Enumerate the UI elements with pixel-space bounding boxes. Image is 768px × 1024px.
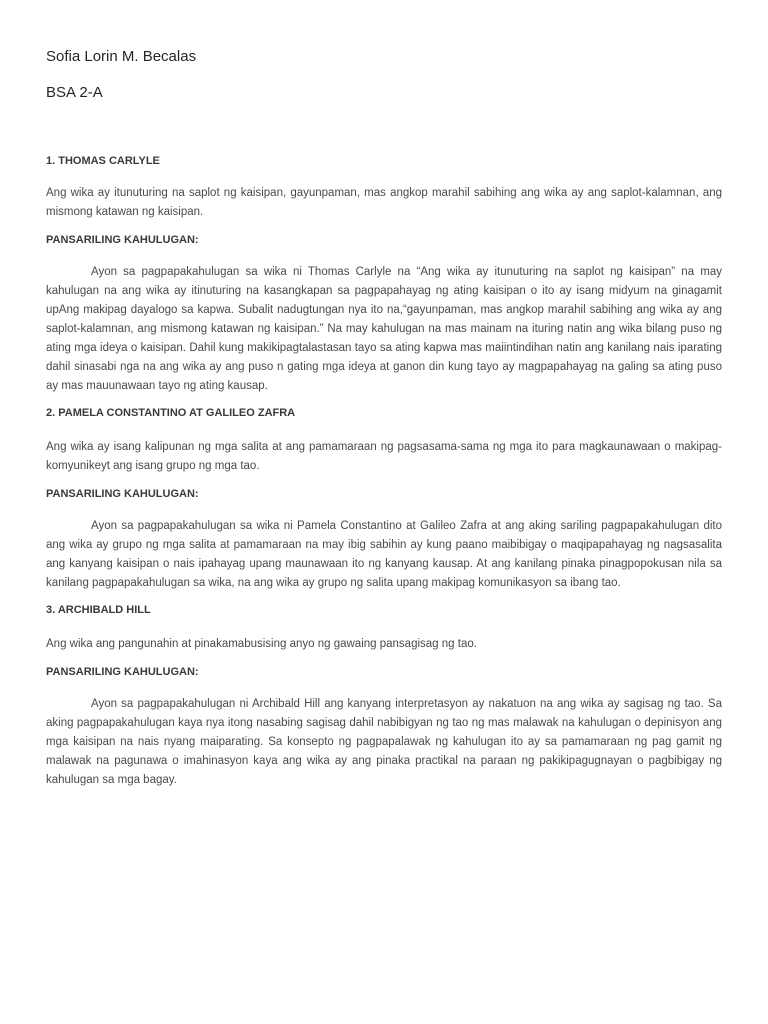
- section-label-1: PANSARILING KAHULUGAN:: [46, 234, 199, 246]
- document-body: [46, 152, 722, 790]
- section-heading-1: 1. THOMAS CARLYLE: [46, 155, 160, 167]
- section-heading-2: 2. PAMELA CONSTANTINO AT GALILEO ZAFRA: [46, 407, 296, 419]
- class-section: BSA 2-A: [46, 84, 103, 101]
- section-definition-3: Ang wika ang pangunahin at pinakamabusising anyo ng gawaing pansagisag ng tao.: [46, 638, 477, 650]
- section-definition-2: Ang wika ay isang kalipunan ng mga salita at ang pamamaraan ng pagsasama-sama ng mga ito para magkaunawaan o makipag-komyunikeyt ang isang grupo ng mga tao.: [46, 441, 722, 472]
- section-definition-1: Ang wika ay itunuturing na saplot ng kaisipan, gayunpaman, mas angkop marahil sabihing ang wika ay ang saplot-kalamnan, ang mismong katawan ng kaisipan.: [46, 187, 722, 218]
- section-interpretation-2: Ayon sa pagpapakahulugan sa wika ni Pamela Constantino at Galileo Zafra at ang aking sariling pagpapakahulugan dito ang wika ay grupo ng mga salita at pamamaraan na may ibig sabihin ay kung paano maibibigay o maqipapahayag ng nagsasalita ang kanyang kaisipan o nais ipahayag upang maunawaan ito ng kanyang kausap. At ang kanilang pinaka pinagpopokusan nila sa kanilang pagpapakahulugan sa wika, na ang wika ay grupo ng salita upang makipag komunikasyon sa ibang tao.: [46, 520, 722, 589]
- student-name: Sofia Lorin M. Becalas: [46, 48, 197, 65]
- section-interpretation-3: Ayon sa pagpapakahulugan ni Archibald Hill ang kanyang interpretasyon ay nakatuon na ang wika ay sagisag ng tao. Sa aking pagpapakahulugan kaya nya itong nasabing sagisag dahil nabibigyan ng tao ng mas malawak na kahulugan o depinisyon ang mga kaisipan na nais nyang maiparating. Sa konsepto ng pagpapalawak ng kahulugan ito ay sa pamamaraan ng pag gamit ng malawak na pagunawa o imahinasyon kaya ang wika ay ang pinaka practikal na paraan ng pakikipagugnayan o pagbibigay ng kahulugan sa mga bagay.: [46, 698, 722, 786]
- section-label-3: PANSARILING KAHULUGAN:: [46, 666, 199, 678]
- section-interpretation-1: Ayon sa pagpapakahulugan sa wika ni Thomas Carlyle na “Ang wika ay itunuturing na saplot ng kaisipan” na may kahulugan na ang wika ay itinuturing na kasangkapan sa pagpapahayag ng ating kaisipan o ito ay isang midyum na ginagamit upAng makipag dayalogo sa kapwa. Subalit nadugtungan nya ito na,“gayunpaman, mas angkop marahil sabihing ang wika ay ang saplot-kalamnan, ang mismong katawan ng kaisipan.” Na may kahulugan na mas mainam na ituring natin ang wika bilang puso ng ating mga ideya o kaisipan. Dahil kung makikipagtalastasan tayo sa ating kapwa mas maiintindihan natin ang kanilang nais iparating dahil sinasabi nga na ang wika ay ang puso n gating mga ideya at ganon din kung tayo ay magpapahayag na galing sa ating puso ay mas mauunawaan tayo ng ating kausap.: [46, 266, 722, 392]
- section-heading-3: 3. ARCHIBALD HILL: [46, 604, 151, 616]
- section-label-2: PANSARILING KAHULUGAN:: [46, 488, 199, 500]
